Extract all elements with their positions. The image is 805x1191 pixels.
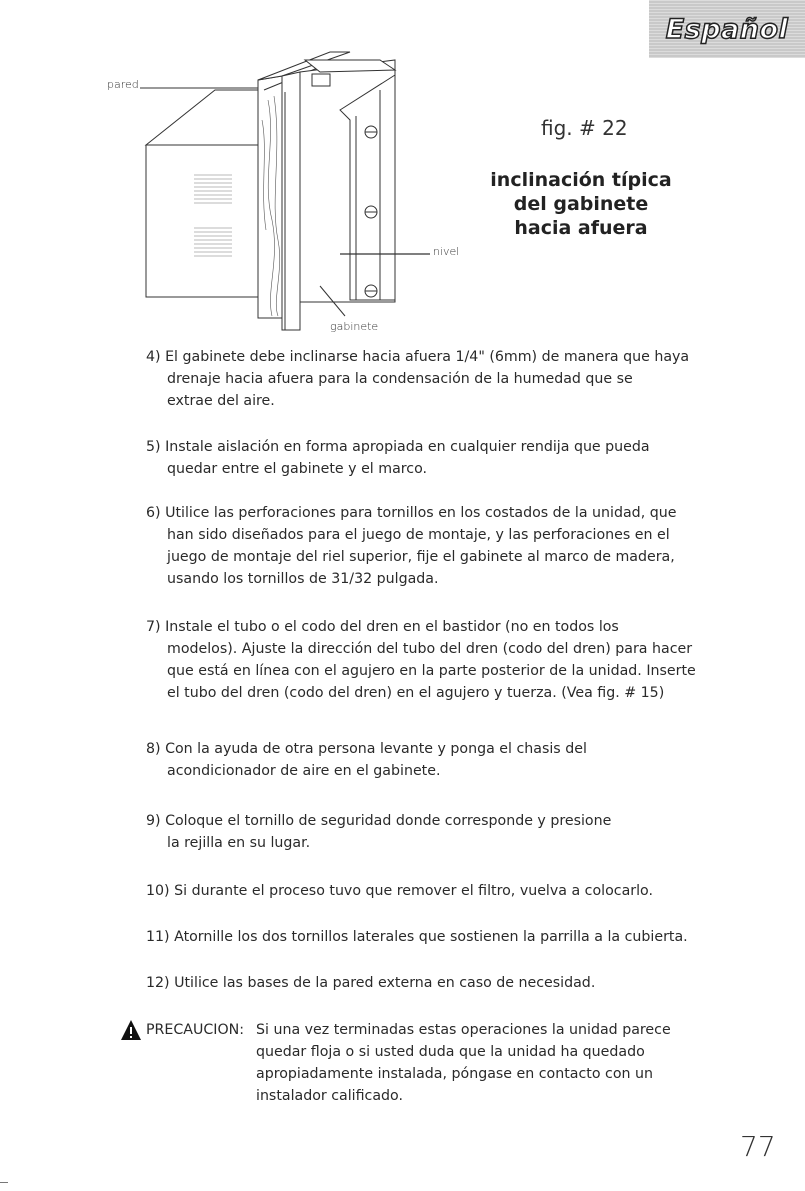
step-text: la rejilla en su lugar. — [167, 835, 311, 851]
caution-label: PRECAUCION: — [146, 1022, 245, 1038]
warning-icon — [120, 1019, 142, 1041]
step-text: drenaje hacia afuera para la condensación de la humedad que se — [167, 371, 633, 387]
step-text: quedar entre el gabinete y el marco. — [167, 461, 428, 477]
step-number: 5) — [146, 439, 161, 455]
step-text: juego de montaje del riel superior, fije el gabinete al marco de madera, — [167, 549, 675, 565]
step-text: acondicionador de aire en el gabinete. — [167, 763, 441, 779]
step-text: el tubo del dren (codo del dren) en el agujero y tuerza. (Vea fig. # 15) — [167, 685, 665, 701]
step-text: El gabinete debe inclinarse hacia afuera 1/4" (6mm) de manera que haya — [165, 349, 690, 365]
step-6 — [146, 502, 706, 590]
language-tab-label: Español — [665, 13, 789, 45]
wall-label: pared — [107, 78, 139, 91]
caution-line: apropiadamente instalada, póngase en contacto con un — [256, 1066, 654, 1082]
step-text: Coloque el tornillo de seguridad donde corresponde y presione — [165, 813, 612, 829]
step-5 — [146, 436, 706, 480]
step-9 — [146, 810, 706, 854]
page-number: 77 — [740, 1130, 776, 1163]
step-number: 8) — [146, 741, 161, 757]
level-label: nivel — [433, 245, 460, 258]
step-10 — [146, 880, 706, 902]
step-text: Instale el tubo o el codo del dren en el bastidor (no en todos los — [165, 619, 619, 635]
step-text: Si durante el proceso tuvo que remover el filtro, vuelva a colocarlo. — [174, 883, 653, 899]
step-text: Instale aislación en forma apropiada en cualquier rendija que pueda — [165, 439, 650, 455]
step-text: usando los tornillos de 31/32 pulgada. — [167, 571, 439, 587]
step-text: Con la ayuda de otra persona levante y ponga el chasis del — [165, 741, 587, 757]
step-text: han sido diseñados para el juego de montaje, y las perforaciones en el — [167, 527, 670, 543]
figure-caption: inclinación típica del gabinete hacia afuera — [490, 169, 672, 239]
step-text: modelos). Ajuste la dirección del tubo del dren (codo del dren) para hacer — [167, 641, 693, 657]
step-8 — [146, 738, 706, 782]
scan-edge-mark — [0, 1182, 8, 1183]
step-number: 7) — [146, 619, 161, 635]
caution-line: instalador calificado. — [256, 1088, 404, 1104]
step-number: 11) — [146, 929, 170, 945]
caution-line: Si una vez terminadas estas operaciones la unidad parece — [256, 1022, 671, 1038]
step-11 — [146, 926, 706, 948]
step-4 — [146, 346, 706, 412]
step-number: 12) — [146, 975, 170, 991]
caution-text — [256, 1019, 676, 1107]
figure-number: fig. # 22 — [541, 116, 628, 140]
step-7 — [146, 616, 706, 704]
cabinet-label: gabinete — [330, 320, 379, 333]
step-number: 9) — [146, 813, 161, 829]
step-12 — [146, 972, 706, 994]
step-text: Atornille los dos tornillos laterales que sostienen la parrilla a la cubierta. — [174, 929, 688, 945]
step-text: que está en línea con el agujero en la parte posterior de la unidad. Inserte — [167, 663, 696, 679]
step-text: extrae del aire. — [167, 393, 275, 409]
step-text: Utilice las perforaciones para tornillos en los costados de la unidad, que — [165, 505, 677, 521]
caution-line: quedar floja o si usted duda que la unidad ha quedado — [256, 1044, 645, 1060]
step-number: 4) — [146, 349, 161, 365]
cabinet-tilt-figure — [0, 0, 805, 340]
step-text: Utilice las bases de la pared externa en caso de necesidad. — [174, 975, 596, 991]
step-number: 10) — [146, 883, 170, 899]
step-number: 6) — [146, 505, 161, 521]
